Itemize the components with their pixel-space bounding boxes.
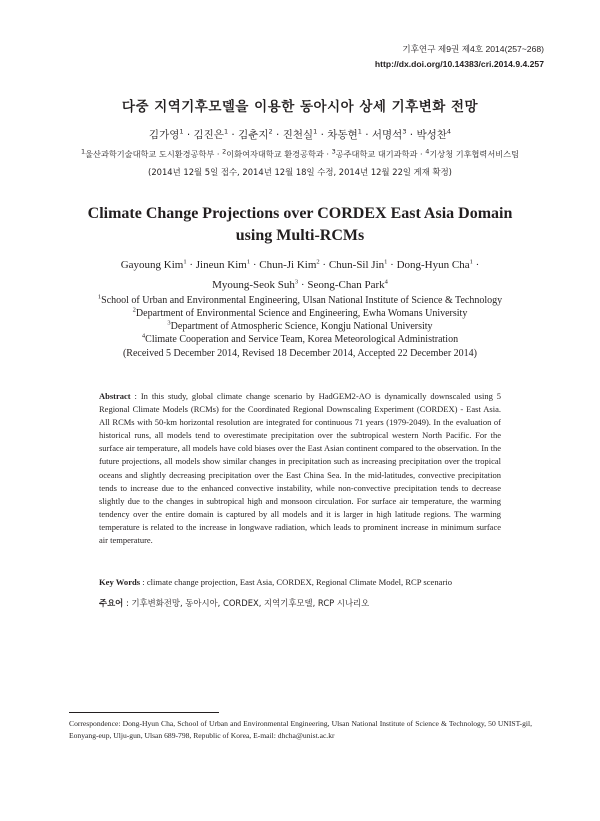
affiliation [0,307,600,320]
english-title-line-1: Climate Change Projections over CORDEX East Asia Domain [87,205,513,222]
author-affiliation-mark: 4 [384,278,388,286]
journal-header [375,42,544,72]
author [416,129,451,141]
affiliation [0,333,600,346]
korean-title: 다중 지역기후모델을 이용한 동아시아 상세 기후변화 전망 [121,99,479,115]
author [212,279,298,291]
affiliation-text: 공주대학교 대기과학과 [335,149,418,159]
abstract-label: Abstract [99,391,131,401]
doi-link[interactable]: http://dx.doi.org/10.14383/cri.2014.9.4.257 [374,59,544,69]
affiliation-mark: 1 [81,147,86,156]
affiliation-mark: 4 [141,332,146,340]
author [238,129,273,141]
author-name: Dong-Hyun Cha [396,259,470,271]
author-name: Chun-Sil Jin [328,259,385,271]
author [327,129,362,141]
korean-received-dates: (2014년 12월 5일 접수, 2014년 12월 18일 수정, 2014년 12월 22일 게재 확정) [148,167,452,177]
keywords-label: Key Words [99,577,141,587]
affiliation-text: 이화여자대학교 환경공학과 [226,149,324,159]
affiliation-mark: 3 [167,319,171,327]
author-name: 차동현 [327,129,358,141]
author-affiliation-mark: 2 [316,258,320,266]
author-affiliation-mark: 1 [179,127,184,136]
korean-authors: 김가영$^1$ · 김진은$^1$ · 김춘지$^2$ · 진천실$^1$ · 차동현$^1$ · 서명석$^3$ · 박성찬$^4$ [148,127,452,141]
affiliation [222,149,324,159]
author [149,129,184,141]
korean-keywords: 주요어 : 기후변화전망, 동아시아, CORDEX, 지역기후모델, RCP 시나리오 [99,598,370,608]
english-title-line-2: using Multi-RCMs [235,227,365,244]
author-name: 서명석 [371,129,403,141]
author-affiliation-mark: 3 [294,278,299,286]
affiliation-text: Climate Cooperation and Service Team, Korea Meteorological Administration [145,334,459,345]
author-affiliation-mark: 1 [384,258,388,266]
author [372,129,407,141]
author-affiliation-mark: 3 [402,127,407,136]
author [397,259,473,271]
affiliation [0,294,600,307]
affiliation-text: 울산과학기술대학교 도시환경공학부 [85,149,215,159]
author-affiliation-mark: 2 [268,127,273,136]
english-authors-line-1: Gayoung Kim$^1$ · Jineun Kim$^1$ · Chun-Ji Kim$^2$ · Chun-Sil Jin$^1$ · Dong-Hyun Cha$^1$ · [120,258,480,271]
author-name: Gayoung Kim [120,259,184,271]
korean-keywords-text: 기후변화전망, 동아시아, CORDEX, 지역기후모델, RCP 시나리오 [131,598,370,608]
english-affiliations [0,294,600,346]
author [121,259,187,271]
author-name: Jineun Kim [195,259,247,271]
english-authors [0,255,600,295]
affiliation-mark: 1 [97,293,102,301]
footnote-divider [69,712,219,713]
affiliation-text: School of Urban and Environmental Engineering, Ulsan National Institute of Science & Technology [101,295,503,306]
author-affiliation-mark: 1 [357,127,362,136]
author [307,279,388,291]
affiliation-mark: 4 [425,147,430,156]
abstract-text: In this study, global climate change scenario by HadGEM2-AO is dynamically downscaled using 5 Regional Climate Models (RCMs) for the Coordinated Regional Downscaling Experiment (CORDEX) - East Asia. All RCMs with 50-km horizontal resolution are integrated for continuous 71 years (1979-2049). In the evaluation of historical runs, all models tend to overestimate precipitation over the subtropical western North Pacific. For the surface air temperature, all models have cold biases over the East Asian continent compared to the observation. In the future projections, all models show similar changes in precipitation such as increasing precipitation over the tropical oceans and slightly decreasing precipitation over the East China Sea. In the mid-latitudes, convective precipitation tends to increase due to the enhanced convective instability, while non-convective precipitation tends to decrease slightly due to the changes in subtropical high and monsoon circulation. For surface air temperature, the warming tendency over the entire domain is captured by all models and it is larger in high latitude regions. The warming temperature is related to the increase in longwave radiation, which leads to prominent increase in minimum surface air temperature. [99,391,501,546]
author-name: Myoung-Seok Suh [212,279,295,291]
affiliation-mark: 3 [331,147,336,156]
affiliation-text: Department of Environmental Science and Engineering, Ewha Womans University [135,308,468,319]
english-received-dates: (Received 5 December 2014, Revised 18 December 2014, Accepted 22 December 2014) [122,348,478,359]
author-affiliation-mark: 1 [313,127,318,136]
author-affiliation-mark: 1 [223,127,229,136]
keywords: Key Words : climate change projection, East Asia, CORDEX, Regional Climate Model, RCP scenario [99,577,453,587]
author [194,129,229,141]
affiliation-text: Department of Atmospheric Science, Kongju National University [170,321,433,332]
author-name: 김춘지 [238,129,269,141]
korean-affiliations: $^1$울산과학기술대학교 도시환경공학부 · $^2$이화여자대학교 환경공학과 · $^3$공주대학교 대기과학과 · $^4$기상청 기후협력서비스팀 [81,147,519,159]
author-name: Seong-Chan Park [307,279,385,291]
author-name: Chun-Ji Kim [259,259,317,271]
author [329,259,388,271]
affiliation [81,149,214,159]
author-name: 김진은 [193,129,224,141]
english-authors-line-2: Myoung-Seok Suh$^3$ · Seong-Chan Park$^4$ [212,278,388,291]
author [283,129,318,141]
affiliation-text: 기상청 기후협력서비스팀 [429,149,519,159]
author-affiliation-mark: 1 [183,258,187,266]
affiliation-mark: 2 [222,147,227,156]
affiliation [0,320,600,333]
affiliation-mark: 2 [132,306,136,314]
affiliation [425,149,519,159]
author-name: 박성찬 [416,129,447,141]
author-affiliation-mark: 1 [469,258,473,266]
korean-keywords-label: 주요어 [99,598,124,608]
author-affiliation-mark: 4 [446,127,452,136]
keywords-text: climate change projection, East Asia, CORDEX, Regional Climate Model, RCP scenario [146,577,453,587]
correspondence-footnote: Correspondence: Dong-Hyun Cha, School of Urban and Environmental Engineering, Ulsan National Institute of Science & Technology, 50 UNIST-gil, Eonyang-eup, Ulju-gun, Ulsan 689-798, Republic of Korea, E-mail: dhcha@unist.ac.kr [69,719,532,741]
author [259,259,319,271]
author [196,259,250,271]
abstract: Abstract : In this study, global climate change scenario by HadGEM2-AO is dynamically downscaled using 5 Regional Climate Models (RCMs) for the Coordinated Regional Downscaling Experiment (CORDEX) - East Asia. All RCMs with 50-km horizontal resolution are integrated for continuous 71 years (1979-2049). In the evaluation of historical runs, all models tend to overestimate precipitation over the subtropical western North Pacific. For the surface air temperature, all models have cold biases over the East Asian continent compared to the observation. In the future projections, all models show similar changes in precipitation such as increasing precipitation over the tropical oceans and slightly decreasing precipitation over the East China Sea. In the mid-latitudes, convective precipitation tends to increase due to the enhanced convective instability, while non-convective precipitation tends to decrease slightly due to the changes in subtropical high and monsoon circulation. For surface air temperature, the warming tendency over the entire domain is captured by all models and it is larger in high latitude regions. The warming temperature is related to the increase in longwave radiation, which leads to prominent increase in minimum surface air temperature. [99,391,501,546]
affiliation [332,149,418,159]
author-name: 진천실 [282,129,314,141]
author-affiliation-mark: 1 [246,258,251,266]
journal-citation: 기후연구 제9권 제4호 2014(257~268) [402,44,544,54]
english-title [0,203,600,247]
author-name: 김가영 [148,129,180,141]
